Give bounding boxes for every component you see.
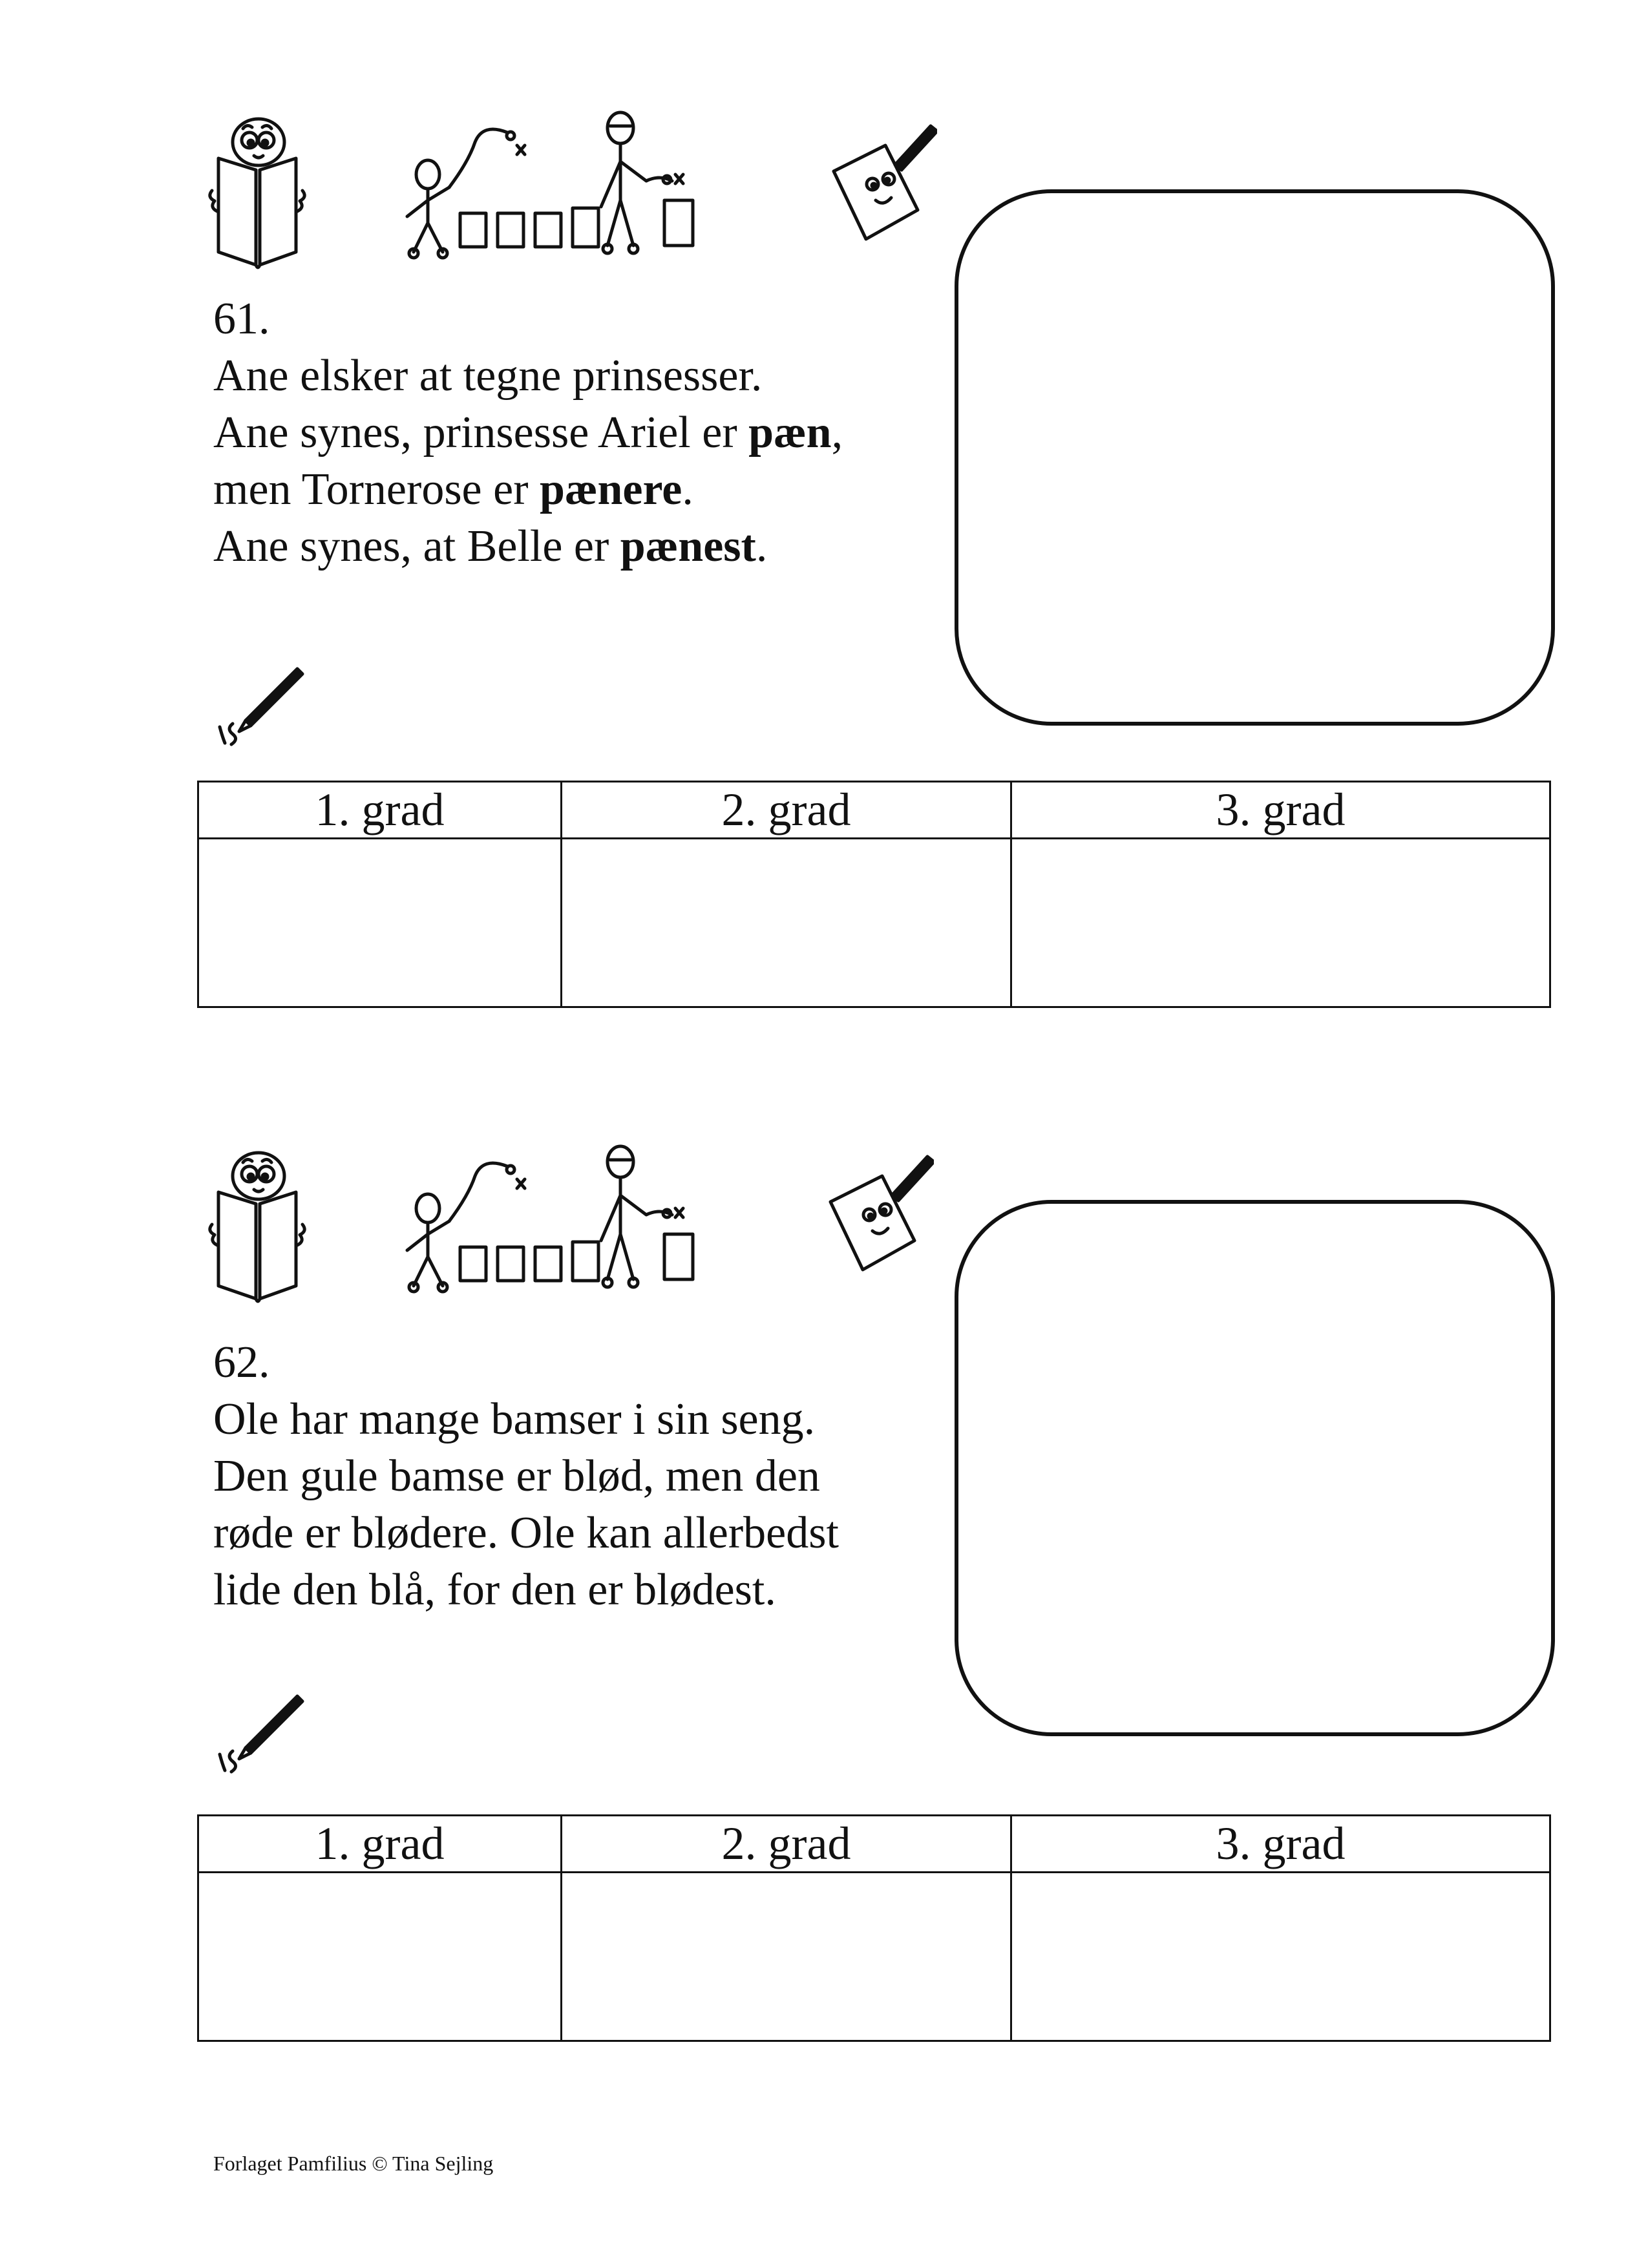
grade-header-2: 2. grad [562, 1816, 1011, 1873]
text-run: men Tornerose er [213, 465, 540, 514]
bold-adjective: pæn [748, 408, 832, 457]
text-run: Ane synes, at Belle er [213, 521, 620, 571]
stick-figures-sorting-icon [388, 1144, 711, 1302]
exercise-line: røde er blødere. Ole kan allerbedst [213, 1508, 839, 1558]
bold-adjective: pænest [620, 521, 756, 571]
grade-table [197, 781, 1551, 1008]
grade-header-3: 3. grad [1011, 782, 1550, 839]
exercise-line [213, 461, 843, 518]
exercise-number: 61. [213, 294, 270, 344]
grade-cell-2[interactable] [562, 839, 1011, 1007]
exercise-line: lide den blå, for den er blødest. [213, 1565, 776, 1615]
reading-book-icon [206, 113, 309, 275]
exercise-number: 62. [213, 1338, 270, 1387]
drawing-box[interactable] [955, 189, 1555, 726]
drawing-paper-icon [821, 120, 937, 262]
reading-book-icon [206, 1147, 309, 1308]
text-run: , [831, 408, 843, 457]
exercise-text [213, 291, 843, 575]
grade-cell-2[interactable] [562, 1873, 1011, 2041]
pencil-icon [213, 1686, 310, 1777]
grade-cell-1[interactable] [198, 839, 562, 1007]
grade-header-1: 1. grad [198, 1816, 562, 1873]
stick-figures-sorting-icon [388, 110, 711, 268]
drawing-box[interactable] [955, 1200, 1555, 1736]
exercise-text [213, 1334, 839, 1619]
exercise-line [213, 518, 843, 575]
exercise-line: Den gule bamse er blød, men den [213, 1451, 820, 1501]
text-run: . [682, 465, 693, 514]
drawing-paper-icon [818, 1150, 934, 1292]
grade-cell-3[interactable] [1011, 839, 1550, 1007]
pencil-icon [213, 659, 310, 750]
exercise-line [213, 404, 843, 461]
exercise-line: Ole har mange bamser i sin seng. [213, 1394, 816, 1444]
grade-header-3: 3. grad [1011, 1816, 1550, 1873]
text-run: Ane elsker at tegne prinsesser. [213, 351, 763, 401]
grade-header-1: 1. grad [198, 782, 562, 839]
grade-header-2: 2. grad [562, 782, 1011, 839]
exercise-line [213, 348, 843, 404]
grade-cell-1[interactable] [198, 1873, 562, 2041]
text-run: . [755, 521, 768, 571]
grade-table [197, 1814, 1551, 2042]
footer-copyright: Forlaget Pamfilius © Tina Sejling [213, 2152, 494, 2175]
text-run: Ane synes, prinsesse Ariel er [213, 408, 749, 457]
bold-adjective: pænere [540, 465, 682, 514]
grade-cell-3[interactable] [1011, 1873, 1550, 2041]
